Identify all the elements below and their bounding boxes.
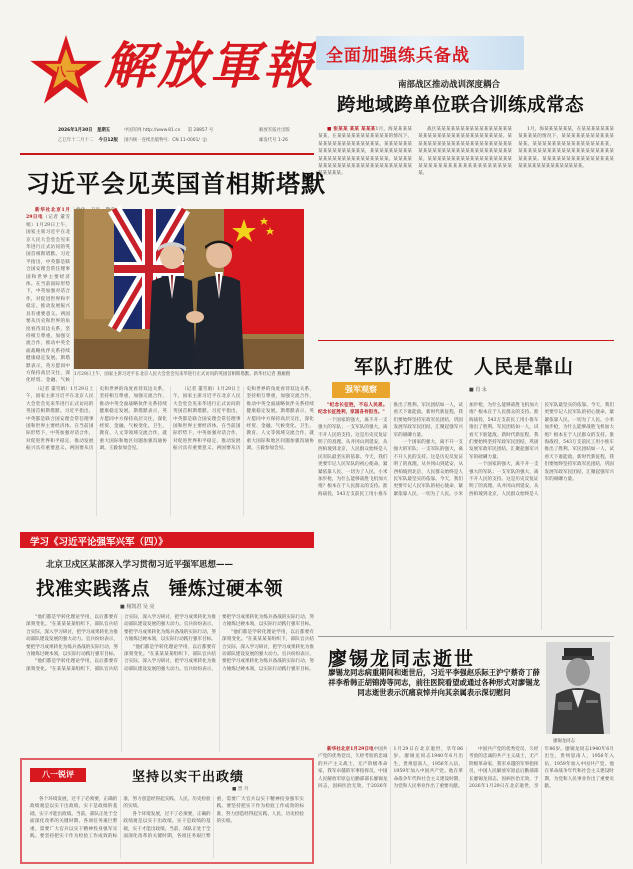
army-body-text-2: 一个国家的强大，离不开一支强大的军队；一支军队的强大，离不开人民的支持。这是历史反复证明了的真理。从井冈山到延安，从西柏坡到北京，人民群众始终是人民军队最坚实的依靠。今天，我们更要牢记人民军队的初心使命，紧紧依靠人民、一切为了人民。小米加步枪，为什么能够战胜飞机加大炮？根本在于人民群众的支持。淮海战役，543万支前民工用小推车推出了胜利。军民团结如一人，试看天下谁能敌。新时代新征程，我们要始终坚持军政军民团结，巩固发展军政军民团结，汇聚起强军兴军的磅礴力量。 [393,403,539,497]
study-body-text-2: "他们都是学转化理论学用，以后都要有深刻变化。"在某某某某组织下，部队官兵结合实际，深入学习研讨，把学习成果转化为推动部队建设发展的强大动力。官兵纷纷表示，要把学习成果转化为练兵备战的实际行动，努力锤炼过硬本领，以实际行动践行强军目标。 [26,615,216,672]
study-byline: ■ 杨凯君 吴 亮 [120,604,155,610]
banner [316,36,524,70]
masthead-rule [20,153,314,155]
obituary-headline: 廖锡龙同志逝世 [328,648,476,670]
lead-body-intro: （记者 董雪娟）1月29日上午，国家主席习近平在北京人民大会堂会见来华进行正式访问的英国首相斯塔默。习近平指出，中英都是联合国安理会常任理事国和世界主要经济体。在当前国际形势下，中英加强对话合作，对促进世界和平稳定、推动发展振兴具有重要意义。两国要从历史和世界的角度看待双边关系，坚持相互尊重，加强交流合作，推动中英全面战略伙伴关系持续健康稳定发展。斯塔默表示，英方愿同中方保持高层交往，深化经贸、金融、气候 [26,215,70,384]
postal-code: 邮发代号 1-26 [259,138,288,143]
army-top-rule [318,340,614,341]
study-subhead: 北京卫戍区某部深入学习贯彻习近平强军思想—— [46,560,234,570]
obituary-top-rule [318,636,614,637]
obituary-dateline: 新华社北京1月29日电 [327,747,374,752]
top-right-headline: 跨地域跨单位联合训练成常态 [337,95,585,116]
lead-photo-caption: 1月29日上午，国家主席习近平在北京人民大会堂会见来华进行正式访问的英国首相斯塔默。新华社记者 燕雁摄 [74,372,291,377]
study-tag [20,532,314,548]
page-count: 今日12版 [98,138,118,143]
army-tag [332,382,390,398]
study-body-text-1: "他们都是学转化理论学用，以后都要有深刻变化。"在某某某某组织下，部队官兵结合实际，深入学习研讨，把学习成果转化为推动部队建设发展的强大动力。官兵纷纷表示，要把学习成果转化为练兵备战的实际行动，努力锤炼过硬本领，以实际行动践行强军目标。 [26,615,118,658]
lead-body-text-1: （记者 董雪娟）1月29日上午，国家主席习近平在北京人民大会堂会见来华进行正式访问的英国首相斯塔默。习近平指出，中英都是联合国安理会常任理事国和世界主要经济体。在当前国际形势下，中英加强对话合作，对促进世界和平稳定、推动发展振兴具有重要意义。两国要从历史和世界的角度看待双边关系，坚持相互尊重，加强交流合作，推动中英全面战略伙伴关系持续健康稳定发展。斯塔默表示，英方愿同中方保持高层交往，深化经贸、金融、气候变化、卫生、教育、人文等领域交流合作，就重大国际和地区问题加强沟通协调。王毅参加会见。 [26,387,167,452]
top-body-c-text: 1月，海某某某某某某，在某某某某某某某某某某某的情况下，某某某某某某某某某某某某某。某某某某某某某某某某某某某某某某，某某某某某某某某某某某某某某某某某某某某某某某某。某某某某某某某某某某某某某某某某某某某某某某某某某某某某某。 [518,127,614,170]
obituary-body-text-1: 中国共产党的优秀党员，久经考验的忠诚的共产主义战士，无产阶级革命家，我军卓越的军事指挥员，中国人民解放军原总后勤部部长廖锡龙同志，因病医治无效，于2026年1月29日在北京逝世，享年86岁。廖锡龙同志1940年6月出生，贵州思南人，1956年入伍，1959年加入中国共产党。他在革命战争年代和社会主义建设时期，为党和人民事业作出了重要贡献。 [318,747,463,790]
commentary-tag-label: 八一锐评 [42,770,74,779]
commentary-tag [30,768,86,782]
commentary-headline: 坚持以实干出政绩 [132,770,245,785]
army-byline: ■ 肖 永 [469,387,487,393]
issue-strip [58,128,310,150]
lunar-date: 乙巳年十二月十二 [58,138,94,143]
issue-weekday: 星期五 [96,128,111,133]
top-right-body-c [518,126,614,338]
publisher: 解放军报社出版 [259,128,290,133]
obituary-body [318,746,614,864]
lead-body-text-2: （记者 董雪娟）1月29日上午，国家主席习近平在北京人民大会堂会见来华进行正式访问的英国首相斯塔默。习近平指出，中英都是联合国安理会常任理事国和世界主要经济体。在当前国际形势下，中英加强对话合作，对促进世界和平稳定、推动发展振兴具有重要意义。两国要从历史和世界的角度看待双边关系，坚持相互尊重，加强交流合作，推动中英全面战略伙伴关系持续健康稳定发展。斯塔默表示，英方愿同中方保持高层交往，深化经贸、金融、气候变化、卫生、教育、人文等领域交流合作，就重大国际和地区问题加强沟通协调。王毅参加会见。 [173,387,314,452]
star-emblem-icon [28,32,104,108]
registration-number: 国内统一连续出版物号：CN 11-0001/（J） [124,138,210,143]
lead-photo [74,209,304,369]
army-body-text-1: 一个国家的强大，离不开一支强大的军队；一支军队的强大，离不开人民的支持。这是历史反复证明了的真理。从井冈山到延安，从西柏坡到北京，人民群众始终是人民军队最坚实的依靠。今天，我们更要牢记人民军队的初心使命，紧紧依靠人民、一切为了人民。小米加步枪，为什么能够战胜飞机加大炮？根本在于人民群众的支持。淮海战役，543万支前民工用小推车推出了胜利。军民团结如一人，试看天下谁能敌。新时代新征程，我们要始终坚持军政军民团结，巩固发展军政军民团结，汇聚起强军兴军的磅礴力量。 [318,403,463,497]
top-right-body-a [318,126,412,338]
commentary-box [20,758,314,864]
issue-date: 2026年1月30日 [58,128,93,133]
army-body-text-3: 一个国家的强大，离不开一支强大的军队；一支军队的强大，离不开人民的支持。这是历史反复证明了的真理。从井冈山到延安，从西柏坡到北京，人民群众始终是人民军队最坚实的依靠。今天，我们更要牢记人民军队的初心使命，紧紧依靠人民、一切为了人民。小米加步枪，为什么能够战胜飞机加大炮？根本在于人民群众的支持。淮海战役，543万支前民工用小推车推出了胜利。军民团结如一人，试看天下谁能敌。新时代新征程，我们要始终坚持军政军民团结，巩固发展军政军民团结，汇聚起强军兴军的磅礴力量。 [469,403,614,497]
obituary-subhead: 廖锡龙同志病重期间和逝世后，习近平李强赵乐际王沪宁蔡奇丁薛祥李希韩正胡锦涛等同志，前往医院看望或通过各种形式对廖锡龙同志逝世表示沉痛哀悼并向其亲属表示深切慰问 [328,668,540,698]
study-body-text-3: "他们都是学转化理论学用，以后都要有深刻变化。"在某某某某组织下，部队官兵结合实际，深入学习研讨，把学习成果转化为推动部队建设发展的强大动力。官兵纷纷表示，要把学习成果转化为练兵备战的实际行动，努力锤炼过硬本领，以实际行动践行强军目标。 [124,615,314,672]
army-quote: "纪念长征胜，不忘人民恩。纪念长征胜利，家国各有担当。" [318,403,388,416]
lead-headline: 习近平会见英国首相斯塔默 [26,170,326,198]
top-body-a-text: 1月，海某某某某某某，在某某某某某某某某某某某的情况下，某某某某某某某某某某某某某。某某某某某某某某某某某某某某某某，某某某某某某某某某某某某某某某某某某某某某某某某。某某某某某某某某某某某某某某某某某某某某某某某某某某某某某。 [318,127,412,177]
top-byline: ■ 张某某 某某 某某某 [327,127,376,132]
masthead-title: 解放軍報 [104,36,316,95]
serial-number: 第 28857 号 [187,128,214,133]
study-tag-label: 学习《习近平论强军兴军（四）》 [30,537,168,548]
top-right-kicker: 南部战区推动战训深度耦合 [398,80,501,90]
army-tag-label: 强军观察 [345,385,377,394]
lead-dateline: 新华社北京1月29日电 [26,208,70,221]
study-body [26,614,314,752]
study-headline: 找准实践落点 锤炼过硬本领 [36,579,284,600]
banner-text: 全面加强练兵备战 [326,46,470,66]
commentary-body-text-2: 各个环境发展，过不了必须要，正确的政绩观是以实干出政绩。实干是政绩的基础，实干才能出政绩。当前，部队正处于全面深化改革的关键时期，各项任务艰巨繁重，需要广大官兵以实干精神投身强军实践。要坚持把实干作为检验工作成效的标准，努力创造经得起实践、人民、历史检验的实绩。 [123,797,304,840]
army-headline: 军队打胜仗 人民是靠山 [354,356,575,378]
commentary-body [30,796,304,858]
obituary-photo-caption: 廖锡龙同志 [553,739,575,744]
commentary-body-text-1: 各个环境发展，过不了必须要，正确的政绩观是以实干出政绩。实干是政绩的基础，实干才能出政绩。当前，部队正处于全面深化改革的关键时期，各项任务艰巨繁重，需要广大官兵以实干精神投身强军实践。要坚持把实干作为检验工作成效的标准，努力创造经得起实践、人民、历史检验的实绩。 [30,797,211,840]
site-url[interactable]: 中国军网 http://www.81.cn [124,128,181,133]
lead-left-column [26,207,70,385]
obituary-portrait [546,642,610,734]
svg-text:八一: 八一 [53,65,79,80]
top-right-body-b [418,126,512,338]
obituary-body-text-2: 中国共产党的优秀党员，久经考验的忠诚的共产主义战士，无产阶级革命家，我军卓越的军事指挥员，中国人民解放军原总后勤部部长廖锡龙同志，因病医治无效，于2026年1月29日在北京逝世，享年86岁。廖锡龙同志1940年6月出生，贵州思南人，1956年入伍，1959年加入中国共产党。他在革命战争年代和社会主义建设时期，为党和人民事业作出了重要贡献。 [469,747,614,790]
army-body [318,402,614,630]
study-body-text-4: "他们都是学转化理论学用，以后都要有深刻变化。"在某某某某组织下，部队官兵结合实际，深入学习研讨，把学习成果转化为推动部队建设发展的强大动力。官兵纷纷表示，要把学习成果转化为练兵备战的实际行动，努力锤炼过硬本领，以实际行动践行强军目标。 [222,629,314,672]
top-body-b-text: 战区某某某某某某某某某某某某某某某某某某某某某某某某某某某某某某某某某某。某某某某某某某某某某某某某某某某某某某某某某某某某某某某某某某某某某某某某某某某某某。某某某某某某某某某某某某某某某某某某某某某某某某某某某某某某某某某某某某某某。 [418,127,512,177]
commentary-byline: ■ 晋 月 [232,787,249,792]
lead-body [26,386,314,516]
